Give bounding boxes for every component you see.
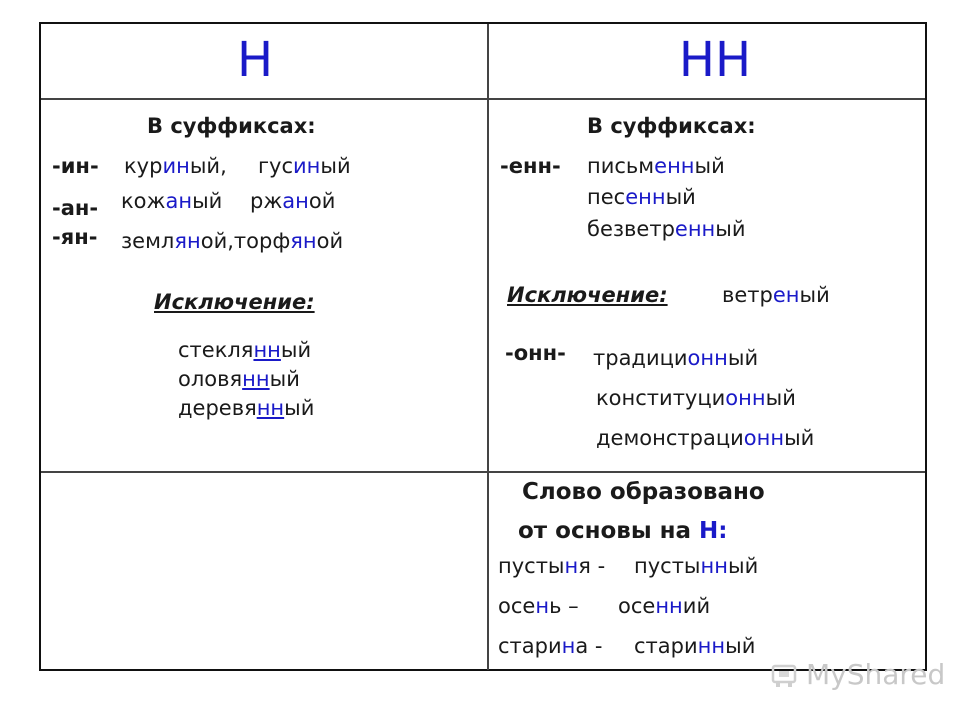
word-gusinyi: гусиный <box>258 154 351 178</box>
word-rzhanoi: ржаной <box>250 189 336 213</box>
pair-3-derived: старинный <box>634 634 756 658</box>
suffix-an: -ан- <box>52 196 99 220</box>
right-title: В суффиксах: <box>587 114 756 138</box>
exception-word-3: деревянный <box>178 396 315 420</box>
rule-line-1: Слово образовано <box>522 479 765 505</box>
column-divider <box>487 24 489 670</box>
rule-line-2: от основы на Н: <box>518 518 728 544</box>
word-bezvetrennyi: безветренный <box>587 217 746 241</box>
word-pismennyi: письменный <box>587 154 725 178</box>
pair-2-derived: осенний <box>618 594 711 618</box>
pair-1-derived: пустынный <box>634 554 759 578</box>
suffix-yan: -ян- <box>52 225 98 249</box>
word-kozhanyi: кожаный <box>121 189 223 213</box>
word-traditsionnyi: традиционный <box>593 346 759 370</box>
header-n: Н <box>236 32 274 88</box>
word-pesennyi: песенный <box>587 185 696 209</box>
exception-word-1: стеклянный <box>178 338 312 362</box>
exception-word-2: оловянный <box>178 367 300 391</box>
header-divider <box>41 98 925 100</box>
pair-1: пустыня - <box>498 554 606 578</box>
row-divider <box>41 471 925 473</box>
watermark-logo-icon <box>770 660 800 690</box>
suffix-in: -ин- <box>52 154 99 178</box>
word-zemlyanoi: земляной,торфяной <box>121 229 344 253</box>
suffix-enn: -енн- <box>500 154 561 178</box>
suffix-onn: -онн- <box>505 341 566 365</box>
left-title: В суффиксах: <box>147 114 316 138</box>
word-kurinyi: куриный, <box>124 154 227 178</box>
word-demonstratsionnyi: демонстрационный <box>596 426 815 450</box>
pair-2: осень – <box>498 594 579 618</box>
word-konstitutsionnyi: конституционный <box>596 386 796 410</box>
watermark-text: MyShared <box>806 658 946 691</box>
pair-3: старина - <box>498 634 603 658</box>
header-nn: НН <box>678 32 752 88</box>
right-exception-label: Исключение: <box>507 283 668 307</box>
left-exception-label: Исключение: <box>154 290 315 314</box>
word-vetrenyi: ветреный <box>722 283 830 307</box>
